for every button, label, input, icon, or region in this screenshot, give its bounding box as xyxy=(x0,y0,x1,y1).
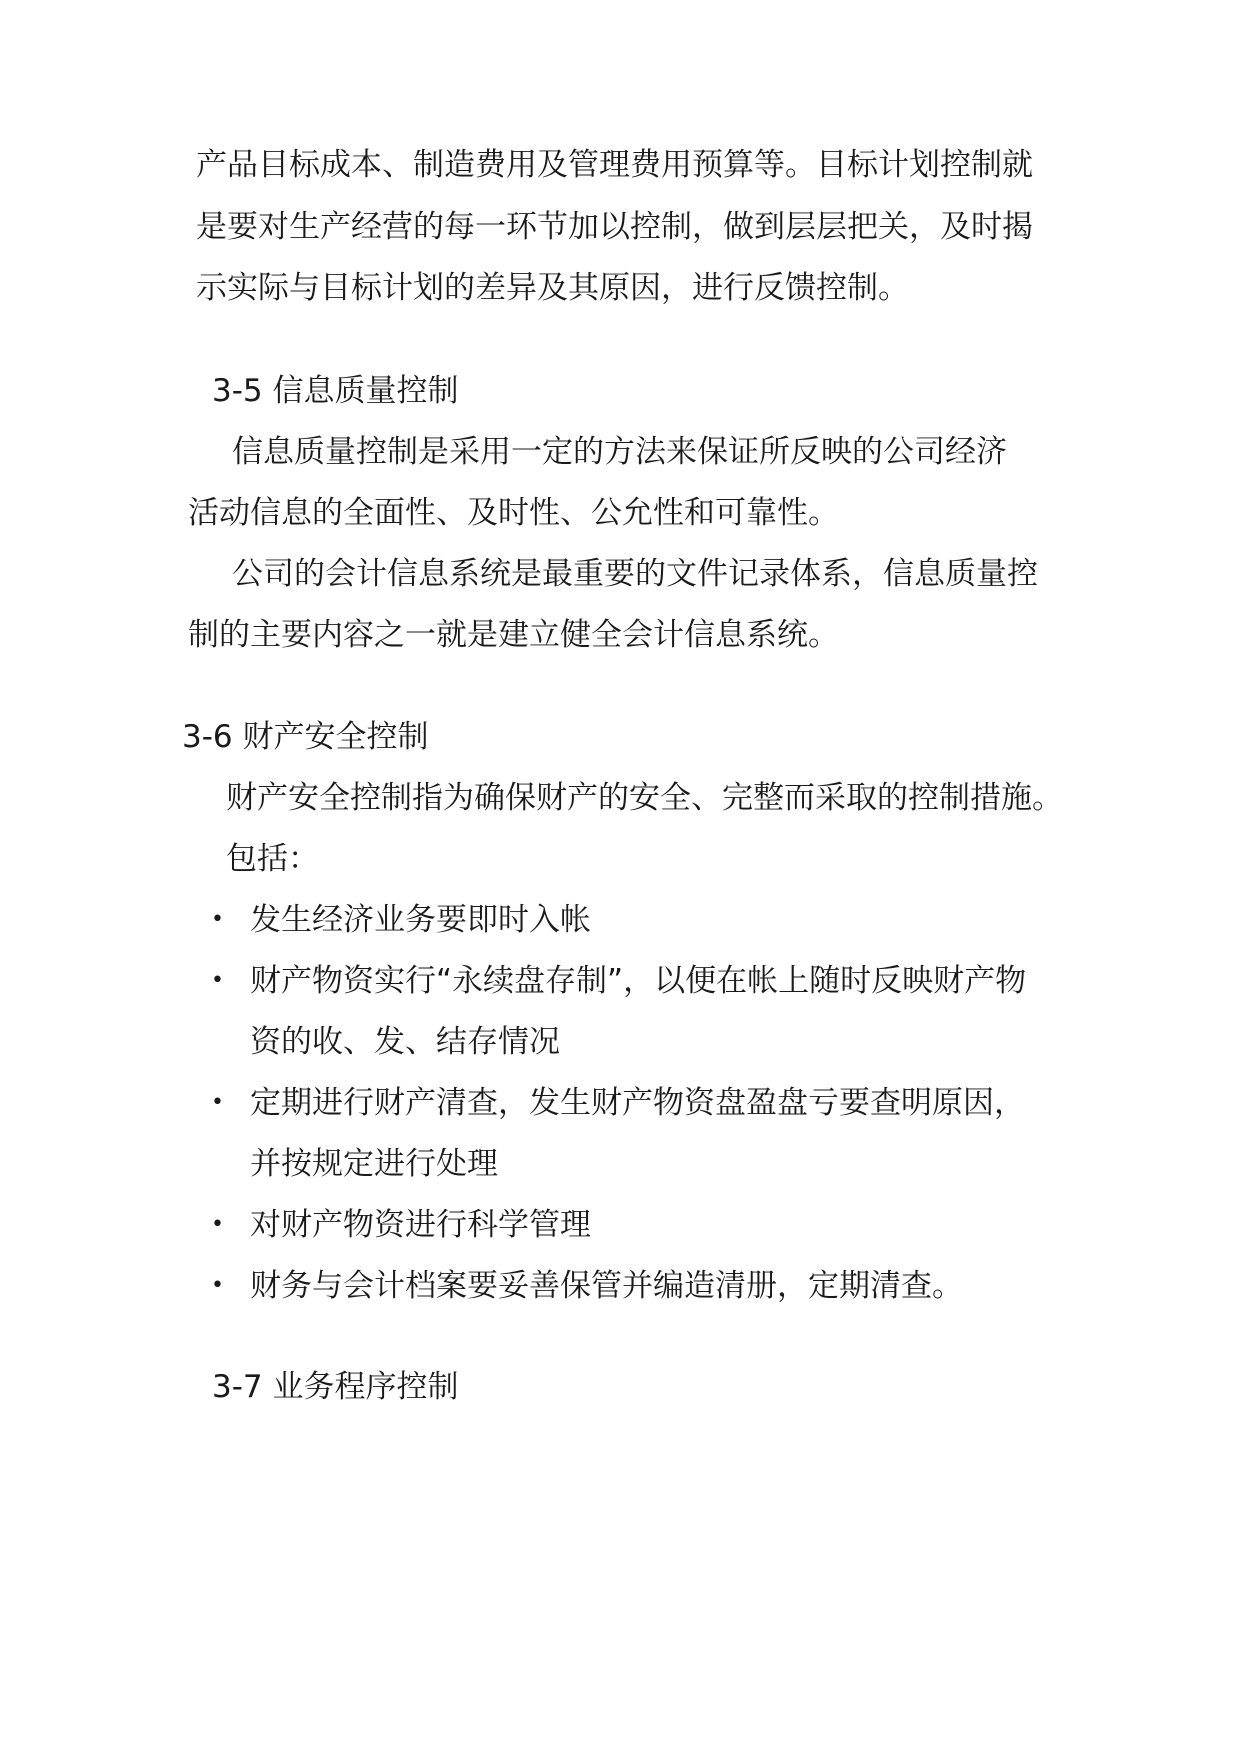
bullet-dot: • xyxy=(211,1212,224,1237)
list-item-text: 财产物资实行“永续盘存制”，以便在帐上随时反映财产物 xyxy=(250,963,1027,999)
list-item-text: 并按规定进行处理 xyxy=(250,1146,498,1182)
list-item-text: 发生经济业务要即时入帐 xyxy=(250,902,591,938)
section-heading: 3-7 业务程序控制 xyxy=(212,1369,459,1405)
paragraph-line: 财产安全控制指为确保财产的安全、完整而采取的控制措施。 xyxy=(226,780,1063,816)
bullet-dot: • xyxy=(211,907,224,932)
paragraph-line: 活动信息的全面性、及时性、公允性和可靠性。 xyxy=(188,495,839,531)
bullet-dot: • xyxy=(211,1273,224,1298)
list-item-text: 财务与会计档案要妥善保管并编造清册，定期清查。 xyxy=(250,1268,963,1304)
bullet-dot: • xyxy=(211,968,224,993)
list-item-text: 对财产物资进行科学管理 xyxy=(250,1207,591,1243)
section-heading: 3-6 财产安全控制 xyxy=(182,719,429,755)
list-item-text: 定期进行财产清查，发生财产物资盘盈盘亏要查明原因， xyxy=(250,1085,1025,1121)
paragraph-line: 包括： xyxy=(226,841,319,877)
intro-line: 示实际与目标计划的差异及其原因，进行反馈控制。 xyxy=(196,270,909,306)
intro-line: 是要对生产经营的每一环节加以控制，做到层层把关，及时揭 xyxy=(196,209,1033,245)
paragraph-line: 信息质量控制是采用一定的方法来保证所反映的公司经济 xyxy=(232,434,1007,470)
intro-line: 产品目标成本、制造费用及管理费用预算等。目标计划控制就 xyxy=(196,147,1033,183)
list-item-text: 资的收、发、结存情况 xyxy=(250,1024,560,1060)
bullet-dot: • xyxy=(211,1090,224,1115)
paragraph-line: 制的主要内容之一就是建立健全会计信息系统。 xyxy=(188,617,839,653)
paragraph-line: 公司的会计信息系统是最重要的文件记录体系，信息质量控 xyxy=(232,556,1038,592)
section-heading: 3-5 信息质量控制 xyxy=(212,373,459,409)
